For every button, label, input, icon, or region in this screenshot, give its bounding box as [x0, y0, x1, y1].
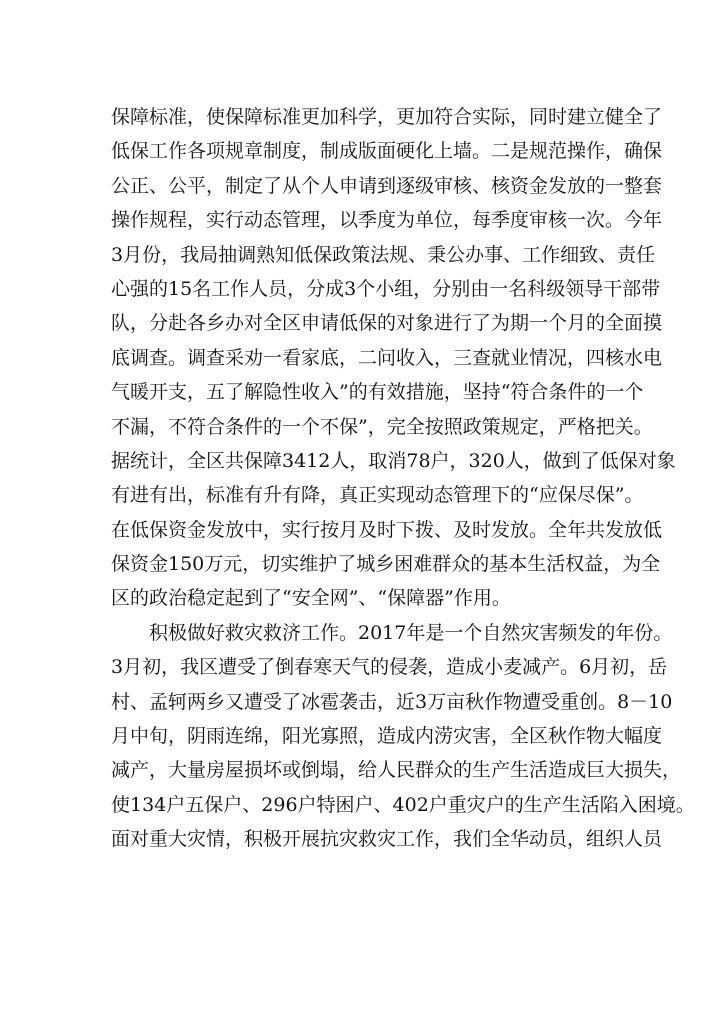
text-line: 不漏，不符合条件的一个不保”，完全按照政策规定，严格把关。 [111, 415, 653, 438]
text-line: 操作规程，实行动态管理，以季度为单位，每季度审核一次。今年 [111, 209, 663, 232]
text-line: 月中旬，阴雨连绵，阳光寡照，造成内涝灾害，全区秋作物大幅度 [111, 725, 663, 748]
text-line: 保障标准，使保障标准更加科学，更加符合实际，同时建立健全了 [111, 106, 663, 128]
text-line: 公正、公平，制定了从个人申请到逐级审核、核资金发放的一整套 [111, 174, 663, 197]
text-line: 3月份，我局抽调熟知低保政策法规、秉公办事、工作细致、责任 [111, 243, 656, 266]
text-line: 队，分赴各乡办对全区申请低保的对象进行了为期一个月的全面摸 [111, 312, 663, 335]
text-line: 3月初，我区遭受了倒春寒天气的侵袭，造成小麦减产。6月初，岳 [111, 656, 668, 679]
text-line: 有进有出，标准有升有降，真正实现动态管理下的“应保尽保”。 [111, 484, 644, 507]
text-line: 据统计，全区共保障3412人，取消78户，320人，做到了低保对象 [111, 449, 676, 472]
text-line: 面对重大灾情，积极开展抗灾救灾工作，我们全华动员，组织人员 [111, 828, 663, 851]
text-line: 减产，大量房屋损坏或倒塌，给人民群众的生产生活造成巨大损失， [111, 759, 682, 782]
text-line-indented: 积极做好救灾救济工作。2017年是一个自然灾害频发的年份。 [149, 621, 673, 644]
text-line: 村、孟轲两乡又遭受了冰雹袭击，近3万亩秋作物遭受重创。8－10 [111, 690, 673, 713]
text-line: 低保工作各项规章制度，制成版面硬化上墙。二是规范操作，确保 [111, 140, 663, 163]
text-line: 底调查。调查采劝一看家底，二问收入，三查就业情况，四核水电 [111, 346, 663, 369]
text-line: 心强的15名工作人员，分成3个小组，分别由一名科级领导干部带 [111, 277, 661, 300]
text-line: 区的政治稳定起到了“安全网”、“保障器”作用。 [111, 587, 511, 610]
text-line: 使134户五保户、296户特困户、402户重灾户的生产生活陷入困境。 [111, 793, 695, 816]
text-line: 在低保资金发放中，实行按月及时下拨、及时发放。全年共发放低 [111, 518, 663, 541]
text-line: 保资金150万元，切实维护了城乡困难群众的基本生活权益，为全 [111, 553, 661, 576]
text-line: 气暖开支，五了解隐性收入”的有效措施，坚持“符合条件的一个 [111, 381, 644, 404]
body-text [111, 100, 695, 857]
